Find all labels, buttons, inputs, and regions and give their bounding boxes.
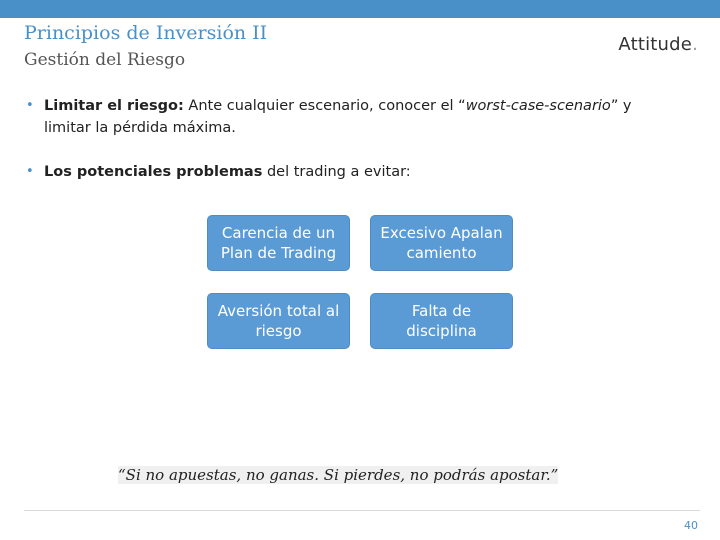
bullet-dot-icon: • [26, 98, 34, 113]
bullet-italic: worst-case-scenario [465, 98, 611, 114]
bullet-problems [24, 161, 674, 183]
bullet-list [24, 95, 674, 183]
box-label: Excesivo Apalancamiento [380, 224, 503, 262]
slide-title: Principios de Inversión II [24, 22, 268, 44]
bullet-text: Ante cualquier escenario, conocer el “ [183, 98, 466, 114]
brand-logo [618, 34, 698, 55]
bullet-limit-risk [24, 95, 674, 139]
box-risk-aversion [207, 293, 350, 349]
box-no-trading-plan [207, 215, 350, 271]
slide-subtitle: Gestión del Riesgo [24, 50, 186, 70]
closing-quote [118, 466, 558, 484]
footer-divider [24, 510, 700, 511]
top-accent-bar [0, 0, 720, 18]
bullet-dot-icon: • [26, 164, 34, 179]
box-label: Falta de disciplina [406, 302, 477, 340]
box-excess-leverage [370, 215, 513, 271]
box-label: Aversión total al riesgo [217, 302, 340, 340]
page-number: 40 [684, 519, 698, 532]
bullet-bold: Limitar el riesgo: [44, 98, 184, 114]
bullet-bold: Los potenciales problemas [44, 164, 263, 180]
logo-dot: . [692, 34, 698, 55]
box-lack-discipline [370, 293, 513, 349]
quote-text: “Si no apuestas, no ganas. Si pierdes, no podrás apostar.” [118, 466, 559, 484]
bullet-text: del trading a evitar: [262, 164, 411, 180]
logo-text: Attitude [618, 34, 693, 55]
box-label: Carencia de un Plan de Trading [220, 224, 337, 262]
bullet-text-after: ” y limitar la pérdida máxima. [44, 98, 632, 136]
